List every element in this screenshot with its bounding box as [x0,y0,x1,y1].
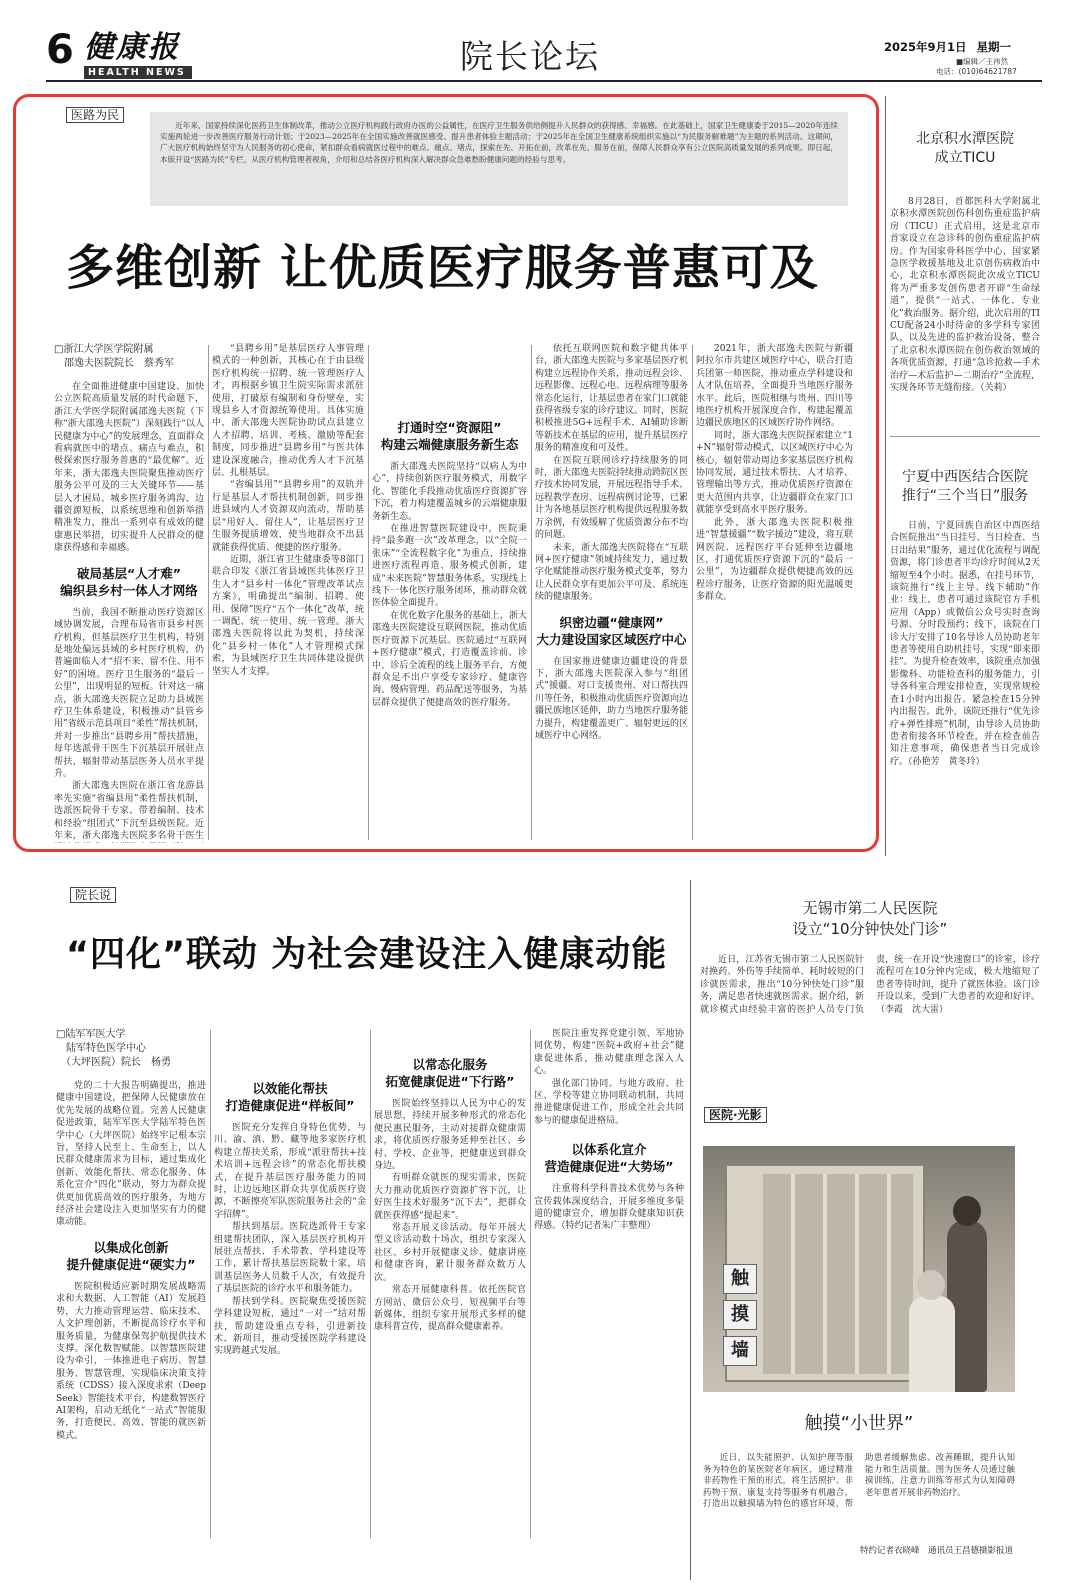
feature-column-4 [535,343,688,843]
sidebar-news-1-text: 8月28日，首都医科大学附属北京积水潭医院创伤科创伤重症监护病房（TICU）正式启用，这是北京市首家设立在急诊科的创伤重症监护病房。作为国家骨科医学中心、国家紧急医学救援基地及北京创伤病救治中心，北京积水潭医院此次成立TICU将为严重多发创伤患者开辟“生命绿道”，提供“一站式、一体化、专业化”救治服务。据介绍，此次启用的TICU配备24小时待命的多学科专家团队，以及先进的监护救治设备，整合了北京积水潭医院在创伤救治领域的各项优质资源，打通“急诊抢救—手术治疗—术后监护—二期治疗”全流程，实现各环节无缝衔接。（关莉） [890,197,1040,394]
column-divider [210,1030,211,1538]
article2-column-4 [534,1028,684,1540]
feature-byline-line-2: 邵逸夫医院院长 蔡秀军 [64,358,174,369]
article2-paragraph: 有明群众就医的现实需求，医院大力推动优质医疗资源扩容下沉，让好医生技术好服务“沉下去”，把群众就医获得感“提起来”。 [374,1173,526,1221]
photo-wall-chars [723,1264,757,1366]
feature-paragraph: 未来，浙大邵逸夫医院将在“互联网+医疗健康”领域持续发力，通过数字化赋能推动医疗服务模式变革，努力让人民群众享有更加公平可及、系统连续的健康服务。 [535,542,688,603]
feature-paragraph: 近期，浙江省卫生健康委等8部门联合印发《浙江省县域医共体医疗卫生人才“县乡村一体化”管理改革试点方案》，明确提出“编制、招聘、使用、保障”医疗“五个一体化”改革，统一调配、统一使用、统一管理。浙大邵逸夫医院将以此为契机，持续深化“县乡村一体化”人才管理模式探索，为县域医疗卫生共同体建设提供坚实人才支撑。 [212,554,364,677]
photo-person-seated-head [917,1270,945,1300]
photo-wall-char: 摸 [723,1300,757,1330]
feature-column-1 [54,343,204,843]
article2-paragraph: 常态开展义诊活动。每年开展大型义诊活动数十场次，组织专家深入社区、乡村开展健康义诊、健康讲座和健康咨询，累计服务群众数万人次。 [374,1223,526,1283]
article2-subhead-3-line-2: 拓宽健康促进“下行路” [385,1074,515,1089]
feature-paragraph: 在全面推进健康中国建设、加快公立医院高质量发展的时代命题下，浙江大学医学院附属邵逸夫医院（下称“浙大邵逸夫医院”）深刻践行“以人民健康为中心”的发展理念，直面群众看病就医中的堵点、痛点与难点，积极探索医疗服务普惠的“最优解”。近年来，浙大邵逸夫医院聚焦推动医疗服务公平可及的三大关键环节——基层人才困局、城乡医疗服务鸿沟、边疆资源短板，以系统思维和创新举措精准发力，推出一系列卓有成效的健康惠民举措，切实提升人民群众的健康获得感和幸福感。 [54,382,204,554]
photo-credit: 特约记者衣晓峰 通讯员王昌德摄影报道 [860,1546,1014,1556]
photo-tag-label: 医院·光影 [704,1107,767,1123]
feature-subhead-1-line-2: 编织县乡村一体人才网络 [60,582,198,598]
photo-person-seated [909,1296,955,1392]
article2-paragraph: 医院积极适应新时期发展战略需求和大数据、人工智能（AI）发展趋势，大力推动管理运营、临床技术、人文护理创新，不断提高诊疗水平和服务质量，为健康保驾护航提供技术支撑。深化数智赋能。以智慧医院建设为牵引，一体推进电子病历、智慧服务、智慧管理，实现临床决策支持系统（CDSS）接入深度求索（DeepSeek）智能技术平台，构建数智医疗AI架构，启动无纸化“一站式”智能服务，打造便民、高效、智能的就医新模式。 [56,1281,206,1441]
photo-wall-tiles [763,1174,913,1374]
article2-subhead-2-line-2: 打造健康促进“样板间” [225,1098,355,1113]
feature-tag-label: 医路为民 [66,107,124,123]
phone-line: 电话：(010)64621787 [936,67,1017,76]
article2-byline [56,1028,206,1070]
feature-paragraph: 在推进智慧医院建设中，医院秉持“最多跑一次”改革理念，以“全院一张床”“全流程数字化”为重点，持续推进医疗流程再造、服务模式创新，建成“未来医院”智慧服务体系，实现线上线下一体化医疗服务闭环，推动群众就医体验全面提升。 [372,524,527,609]
photo-caption-text: 近日，以失能照护、认知护理等服务为特色的某医院老年病区，通过精准非药物性干预的形式，将生活照护、非药物干预、康复支持等服务有机融合，打造出以触摸墙为特色的感官环境，帮助患者缓解焦虑、改善睡眠，提升认知能力和生活质量。图为医务人员通过触摸训练，注意力训练等形式为认知障碍老年患者开展非药物治疗。 [703,1452,1015,1509]
sidebar-news-2-title-line-2: 推行“三个当日”服务 [901,488,1029,504]
weekday-text: 星期一 [976,40,1012,54]
feature-paragraph: 在优化数字化服务的基础上，浙大邵逸夫医院建设互联网医院，推动优质医疗资源下沉基层。医院通过“互联网+医疗健康”模式，打造覆盖诊前、诊中、诊后全流程的线上服务平台，方便群众足不出户享受专家诊疗、健康咨询、慢病管理、药品配送等服务，为基层群众提供了便捷高效的医疗服务。 [372,610,527,708]
column-divider [530,1030,531,1538]
feature-paragraph: 此外，浙大邵逸夫医院积极推进“智慧援疆”“数字援边”建设，将互联网医院、远程医疗平台延伸至边疆地区，打通优质医疗资源下沉的“最后一公里”，为边疆群众提供便捷高效的远程诊疗服务，让医疗资源的阳光温暖更多群众。 [696,517,853,603]
masthead [0,0,1080,86]
sidebar-news-1-body [890,196,1040,428]
column-divider [368,345,369,840]
article2-byline-line-2: 陆军特色医学中心 [66,1043,146,1054]
page-number: 6 [46,27,74,73]
feature-subhead-3-line-1: 织密边疆“健康网” [559,614,664,630]
article2-subhead-4-line-1: 以体系化宣介 [571,1142,647,1158]
feature-subhead-3-line-2: 大力建设国家区域医疗中心 [536,631,687,647]
column-divider [370,1030,371,1538]
sidebar-news-3-text: 近日，江苏省无锡市第二人民医院针对换药、外伤等手续简单、耗时较短的门诊就医需求，推出“10分钟快处门诊”服务，满足患者快速就医需求。据介绍，新就诊模式由经验丰富的医护人员专门负责，统一在开设“快速窗口”的诊室，诊疗流程可在10分钟内完成，极大地缩短了患者等待时间，提升了就医体验。该门诊开设以来，受到广大患者的欢迎和好评。（李霞 沈大雷） [700,955,1040,1015]
feature-tag [66,104,124,124]
article2-byline-line-3: （大坪医院）院长 杨勇 [61,1057,171,1068]
sidebar-rule [890,436,1040,437]
article2-subhead-1 [56,1239,206,1273]
article2-subhead-4-line-2: 营造健康促进“大势场” [544,1159,674,1175]
feature-subhead-2-line-1: 打通时空“资源阻” [397,420,502,435]
column-divider [208,345,209,840]
feature-subhead-2 [372,419,527,453]
article2-paragraph: 医院始终坚持以人民为中心的发展思想，持续开展多种形式的常态化便民惠民服务，主动对接群众健康需求，将优质医疗服务延伸至社区、乡村、学校、企业等，把健康送到群众身边。 [374,1099,526,1172]
feature-intro-box [150,112,848,206]
feature-byline [54,343,204,371]
feature-subhead-2-line-2: 构建云端健康服务新生态 [380,437,519,452]
paper-logo [84,30,192,80]
feature-paragraph: 在国家推进健康边疆建设的背景下，浙大邵逸夫医院深入参与“组团式”援疆、对口支援贵州、对口帮扶四川等任务，积极推动优质医疗资源向边疆民族地区延伸，助力当地医疗服务能力提升，构建覆盖更广、辐射更远的区域医疗中心网络。 [535,656,688,741]
feature-subhead-3 [535,614,688,648]
article2-subhead-2-line-1: 以效能化帮扶 [252,1081,328,1096]
article2-tag-label: 院长说 [70,887,116,903]
feature-column-2 [212,343,364,843]
section-title: 院长论坛 [460,37,600,76]
editor-line: ■编辑／王祎然 [956,57,1009,66]
photo-title: 触摸“小世界” [804,1413,914,1434]
feature-subhead-1 [54,565,204,599]
feature-paragraph: “省编县用”“县聘乡用”的双轨并行是基层人才帮扶机制创新，同步推进县域内人才资源双向流动，帮助基层“用好人、留住人”，让基层医疗卫生服务提质增效，使当地群众不出县就能获得优质、便捷的医疗服务。 [212,480,364,553]
article2-paragraph: 强化部门协同。与地方政府、社区、学校等建立协同联动机制，共同推进健康促进工作，形成全社会共同参与的健康促进格局。 [534,1078,684,1126]
article2-paragraph: 帮扶到基层。医院选派骨干专家组建帮扶团队，深入基层医疗机构开展驻点帮扶、手术带教、学科建设等工作，累计帮扶基层医院数十家，培训基层医务人员数千人次，有效提升了基层医院的诊疗水平和服务能力。 [214,1222,366,1295]
article2-column-2 [214,1028,366,1540]
sidebar-news-3-body [700,954,1040,1080]
article2-paragraph: 党的二十大报告明确提出，推进健康中国建设，把保障人民健康放在优先发展的战略位置。完善人民健康促进政策，陆军军医大学陆军特色医学中心（大坪医院）始终牢记根本宗旨，坚持人民至上、生命至上，以人民群众健康需求为目标，通过集成化创新、效能化帮扶、常态化服务、体系化宣介“四化”联动，努力为群众提供更加优质高效的医疗服务，为地方经济社会建设注入更加坚实有力的健康动能。 [56,1081,206,1228]
article2-column-3 [374,1028,526,1540]
article2-paragraph: 注重将科学科普技术优势与各种宣传载体深度结合，开展多维度多渠道的健康宣介，增加群众健康知识获得感。（特约记者朱广丰整理） [534,1184,684,1232]
paper-name-en: HEALTH NEWS [84,66,192,79]
feature-column-5 [696,343,853,843]
article2-subhead-3-line-1: 以常态化服务 [412,1057,488,1072]
sidebar-news-2-title [890,468,1040,506]
date-text: 2025年9月1日 [884,40,967,54]
sidebar-news-1-title-line-1: 北京积水潭医院 [916,131,1014,147]
sidebar-news-3-title-line-1: 无锡市第二人民医院 [802,899,938,917]
sidebar-news-3 [700,898,1040,1080]
photo-person-head [953,1196,981,1226]
article2-paragraph: 医院充分发挥自身特色优势，与川、渝、滇、黔、藏等地多家医疗机构建立帮扶关系，形成“派驻帮扶+技术培训+远程会诊”的常态化帮扶模式，在提升基层医疗服务能力的同时，让边远地区群众共享优质医疗资源，不断擦亮军队医院服务社会的“金字招牌”。 [214,1123,366,1220]
feature-paragraph: 在医院互联网诊疗持续服务的同时，浙大邵逸夫医院持续推动跨院区医疗技术协同发展，开展远程指导手术、远程教学查房、远程病例讨论等，已累计为各地基层医疗机构提供远程服务数万余例，有效缓解了优质资源分布不均的问题。 [535,455,688,541]
sidebar-news-1 [890,130,1040,428]
photo-caption [703,1452,1015,1542]
article2-paragraph: 常态开展健康科普。依托医院官方网站、微信公众号、短视频平台等新媒体，组织专家开展形式多样的健康科普宣传，提高群众健康素养。 [374,1285,526,1333]
column-divider [531,345,532,840]
feature-byline-line-1: □浙江大学医学院附属 [54,344,154,355]
article2-subhead-4 [534,1141,684,1175]
feature-paragraph: 浙大邵逸夫医院坚持“以病人为中心”，持续创新医疗服务模式，用数字化、智能化手段推动优质医疗资源扩容下沉，着力构建覆盖城乡的云端健康服务新生态。 [372,462,527,522]
sidebar-divider [690,880,691,1580]
feature-paragraph: “县聘乡用”是基层医疗人事管理模式的一种创新，其核心在于由县级医疗机构统一招聘、统一管理医疗人才，再根据乡镇卫生院实际需求派驻使用，打破原有编制和身份壁垒，实现县乡人才资源统筹使用。具体实施中，浙大邵逸夫医院协助试点县建立人才招聘、培训、考核、激励等配套制度，同步推进“县聘乡用”与医共体建设深度融合，推动优秀人才下沉基层、扎根基层。 [212,344,364,479]
feature-paragraph: 当前，我国不断推动医疗资源区域协调发展，合理布局省市县乡村医疗机构，但基层医疗卫生机构，特别是地处偏远县域的乡村医疗机构，仍普遍面临人才“招不来、留不住、用不好”的困境。医疗卫生服务的“最后一公里”，出现明显的短板。针对这一痛点，浙大邵逸夫医院立足助力县域医疗卫生体系建设，积极推动“县管乡用”省级示范县项目“柔性”帮扶机制，并对一步推出“县聘乡用”帮扶措施，每年选派骨干医生下沉基层开展驻点帮扶，辐射带动基层医务人员水平提升。 [54,607,204,779]
feature-paragraph: 2021年，浙大邵逸夫医院与新疆阿拉尔市共建区域医疗中心，联合打造兵团第一师医院，推动重点学科建设和人才队伍培养，全面提升当地医疗服务水平。此后，医院相继与贵州、四川等地医疗机构开展深度合作，构建起覆盖边疆民族地区的区域医疗协作网络。 [696,344,853,429]
sidebar-news-2-text: 日前，宁夏回族自治区中西医结合医院推出“当日挂号、当日检查、当日出结果”服务，通过优化流程与调配资源，将门诊患者平均诊疗时间从2天缩短至4个小时。据悉，在挂号环节，该院推行“线上主导、线下辅助”作业：线上，患者可通过该院官方手机应用（App）或微信公众号实时查询号源、分时段预约；线下，该院在门诊大厅安排了10名导诊人员协助老年患者等使用自助机挂号，实现“即来即挂”。为提升检查效率，该院重点加强影像科、功能检查科的服务能力，引导各科室合理安排检查，实现常规检查1小时内出报告、紧急检查15分钟内出报告。此外，该院还推行“优先诊疗+弹性排班”机制，由导诊人员协助患者衔接各环节检查，并在检查前告知注意事项，确保患者当日完成诊疗。（孙艳芳 黄冬玲） [890,521,1040,767]
news-photo [703,1146,1015,1392]
sidebar-news-3-title [700,898,1040,940]
photo-wall-char: 墙 [723,1336,757,1366]
sidebar-divider [885,96,886,856]
paper-name: 健康报 [84,30,180,65]
sidebar-news-2-title-line-1: 宁夏中西医结合医院 [902,469,1028,485]
article2-byline-line-1: □陆军军医大学 [56,1029,126,1040]
photo-tag [704,1104,767,1124]
feature-paragraph: 依托互联网医院和数字健共体平台，浙大邵逸夫医院与多家基层医疗机构建立远程协作关系，推动远程会诊、远程影像、远程心电、远程病理等服务常态化运行，让基层患者在家门口就能获得省级专家的诊疗建议。同时，医院积极推进5G+远程手术、AI辅助诊断等新技术在基层的应用，提升基层医疗服务的精准度和可及性。 [535,344,688,454]
article2-subhead-1-line-2: 提升健康促进“硬实力” [66,1256,196,1272]
article2-tag [70,884,116,904]
column-divider [692,345,693,840]
sidebar-news-3-title-line-2: 设立“10分钟快处门诊” [792,920,948,938]
masthead-rule [46,80,1042,82]
article2-subhead-3 [374,1056,526,1090]
article2-column-1 [56,1028,206,1540]
article2-paragraph: 帮扶到学科。医院聚焦受援医院学科建设短板，通过“一对一”结对帮扶，帮助建设重点专科，引进新技术、新项目，推动受援医院学科建设实现跨越式发展。 [214,1296,366,1357]
article2-headline: “四化”联动 为社会建设注入健康动能 [66,935,668,975]
article2-subhead-2 [214,1080,366,1114]
feature-intro-text: 近年来，国家持续深化医药卫生体制改革，推动公立医疗机构践行政府办医的公益属性，在医疗卫生服务供给侧提升人民群众的获得感、幸福感。在此基础上，国家卫生健康委于2015—2020年连续实施两轮进一步改善医疗服务行动计划；于2023—2025年在全国实施改善就医感受、提升患者体验主题活动；于2025年在全国卫生健康系统组织实施以“为民服务解难题”为主题的系列活动。这期间，广大医疗机构始终坚守为人民服务的初心使命，紧扣群众看病就医过程中的难点、痛点、堵点，探索在先、开拓在前，改革在先、服务在前，保障人民群众享有公立医院高质量发展的系列成果。即日起，本版开设“医路为民”专栏，从医疗机构管理者视角，介绍和总结各医疗机构深入解决群众急难愁盼健康问题的经验与思考。 [160,121,838,164]
article2-paragraph: 医院注重发挥党建引领、军地协同优势，构建“医院+政府+社会”健康促进体系，推动健康理念深入人心。 [534,1029,684,1077]
article2-subhead-1-line-1: 以集成化创新 [93,1239,169,1255]
sidebar-news-2 [890,468,1040,838]
feature-paragraph: 浙大邵逸夫医院在浙江省龙游县率先实施“省编县用”柔性帮扶机制，选派医院骨干专家、带着编制、技术和经验“组团式”下沉至县级医院。近年来，浙大邵逸夫医院多名骨干医生 [54,781,204,841]
photo-wall-char: 触 [723,1264,757,1294]
feature-subhead-1-line-1: 破局基层“人才难” [77,565,181,581]
feature-headline: 多维创新 让优质医疗服务普惠可及 [66,240,819,296]
feature-paragraph: 同时，浙大邵逸夫医院探索建立“1+N”辐射带动模式，以区域医疗中心为核心，辐射带动周边多家基层医疗机构协同发展，通过技术帮扶、人才培养、管理输出等方式，推动优质医疗资源在更大范围内共享，让边疆群众在家门口就能享受到高水平医疗服务。 [696,430,853,516]
issue-date [884,40,1044,55]
sidebar-news-1-title [890,130,1040,168]
sidebar-news-2-body [890,520,1040,838]
sidebar-news-1-title-line-2: 成立TICU [934,150,996,166]
feature-column-3 [372,343,527,843]
